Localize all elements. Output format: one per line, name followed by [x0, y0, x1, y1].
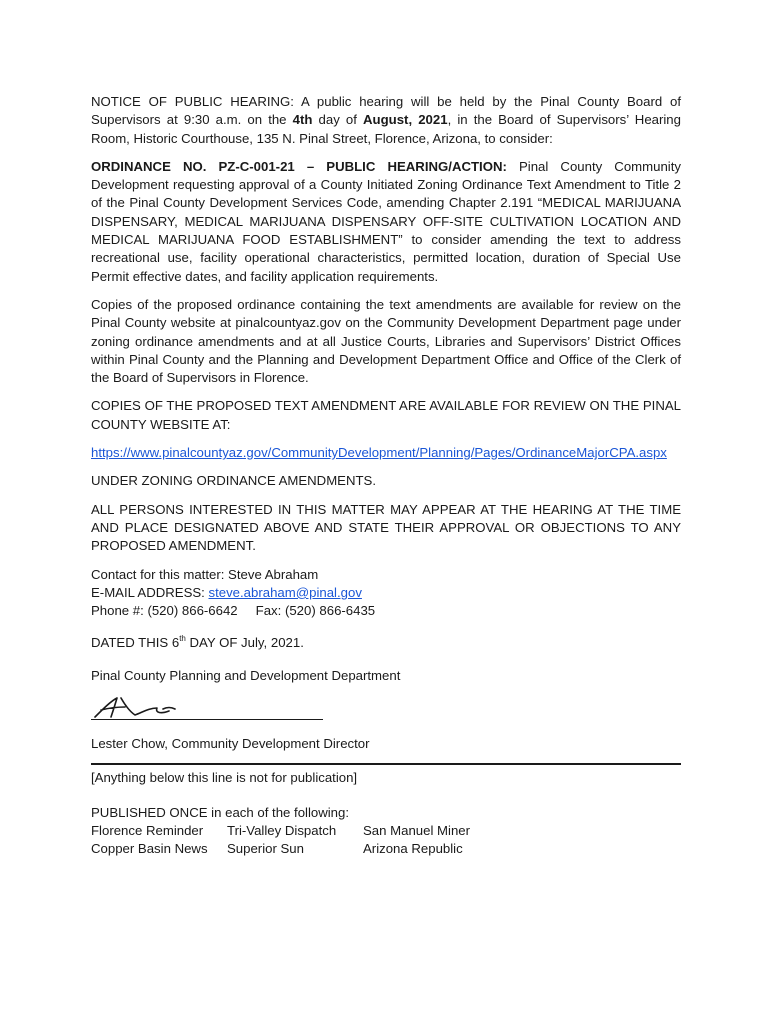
publication-item: San Manuel Miner — [363, 822, 471, 838]
publication-divider — [91, 763, 681, 765]
publications-block — [91, 804, 681, 859]
dated-superscript: th — [179, 634, 186, 644]
all-persons-paragraph: ALL PERSONS INTERESTED IN THIS MATTER MAY APPEAR AT THE HEARING AT THE TIME AND PLACE DESIGNATED ABOVE AND STATE THEIR APPROVAL OR OBJECTIONS TO ANY PROPOSED AMENDMENT. — [91, 501, 681, 554]
ordinance-heading: ORDINANCE NO. PZ-C-001-21 – PUBLIC HEARING/ACTION: — [91, 158, 507, 174]
phone-fax-line — [91, 602, 681, 620]
ordinance-body: Pinal County Community Development requesting approval of a County Initiated Zoning Ordinance Text Amendment to Title 2 of the Pinal County Development Services Code, amending Chapter 2.191 “MEDICAL MARIJUANA DISPENSARY, MEDICAL MARIJUANA DISPENSARY OFF-SITE CULTIVATION LOCATION AND MEDICAL MARIJUANA FOOD ESTABLISHMENT” to consider amending the text to address recreational use, facility operational characteristics, permitted location, duration of Special Use Permit effective dates, and facility application requirements. — [91, 158, 681, 284]
contact-line: Contact for this matter: Steve Abraham — [91, 566, 319, 582]
signature-block — [91, 695, 681, 731]
notice-text-suffix: , in the Board of Supervisors’ Hearing Room, Historic Courthouse, 135 N. Pinal Street, Florence, Arizona, to consider: — [91, 112, 681, 146]
email-line — [91, 584, 681, 602]
phone-number: Phone #: (520) 866-6642 — [91, 603, 238, 619]
ordinance-website-link[interactable]: https://www.pinalcountyaz.gov/CommunityDevelopment/Planning/Pages/OrdinanceMajorCPA.aspx — [91, 445, 667, 461]
under-zoning-paragraph: UNDER ZONING ORDINANCE AMENDMENTS. — [91, 473, 377, 489]
signature-line — [91, 719, 323, 720]
fax-number: Fax: (520) 866-6435 — [255, 603, 376, 619]
dated-line — [91, 634, 681, 652]
signatory-line: Lester Chow, Community Development Director — [91, 736, 370, 752]
website-link-paragraph — [91, 444, 681, 462]
notice-text-prefix: NOTICE OF PUBLIC HEARING: A public hearing will be held by the Pinal County Board of Supervisors at 9:30 a.m. on the — [91, 94, 681, 128]
department-line: Pinal County Planning and Development Department — [91, 667, 401, 683]
dated-suffix: DAY OF July, 2021. — [185, 635, 304, 651]
notice-document — [91, 93, 681, 859]
contact-block — [91, 566, 681, 621]
signature-icon — [91, 695, 201, 721]
publication-item: Copper Basin News — [91, 841, 208, 857]
dated-prefix: DATED THIS 6 — [91, 635, 180, 651]
copies-paragraph: Copies of the proposed ordinance containing the text amendments are available for review on the Pinal County website at pinalcountyaz.gov on the Community Development Department page under zoning ordinance amendments and at all Justice Courts, Libraries and Supervisors’ District Offices within Pinal County and the Planning and Development Department Office and Office of the Clerk of the Board of Supervisors in Florence. — [91, 296, 681, 386]
hearing-notice-paragraph — [91, 93, 681, 148]
email-label: E-MAIL ADDRESS: — [91, 584, 209, 600]
ordinance-paragraph — [91, 158, 681, 286]
not-for-publication-note: [Anything below this line is not for publication] — [91, 770, 358, 786]
hearing-day: 4th — [292, 112, 313, 128]
notice-text-mid: day of — [312, 112, 364, 128]
hearing-month-year: August, 2021 — [363, 112, 448, 128]
copies-caps-paragraph: COPIES OF THE PROPOSED TEXT AMENDMENT ARE AVAILABLE FOR REVIEW ON THE PINAL COUNTY WEBSITE AT: — [91, 398, 681, 432]
publication-item: Arizona Republic — [363, 841, 463, 857]
publication-item: Tri-Valley Dispatch — [227, 822, 337, 838]
publications-grid — [91, 822, 681, 859]
published-heading: PUBLISHED ONCE in each of the following: — [91, 804, 350, 820]
publication-item: Superior Sun — [227, 841, 304, 857]
publication-item: Florence Reminder — [91, 822, 204, 838]
email-link[interactable]: steve.abraham@pinal.gov — [208, 584, 362, 600]
